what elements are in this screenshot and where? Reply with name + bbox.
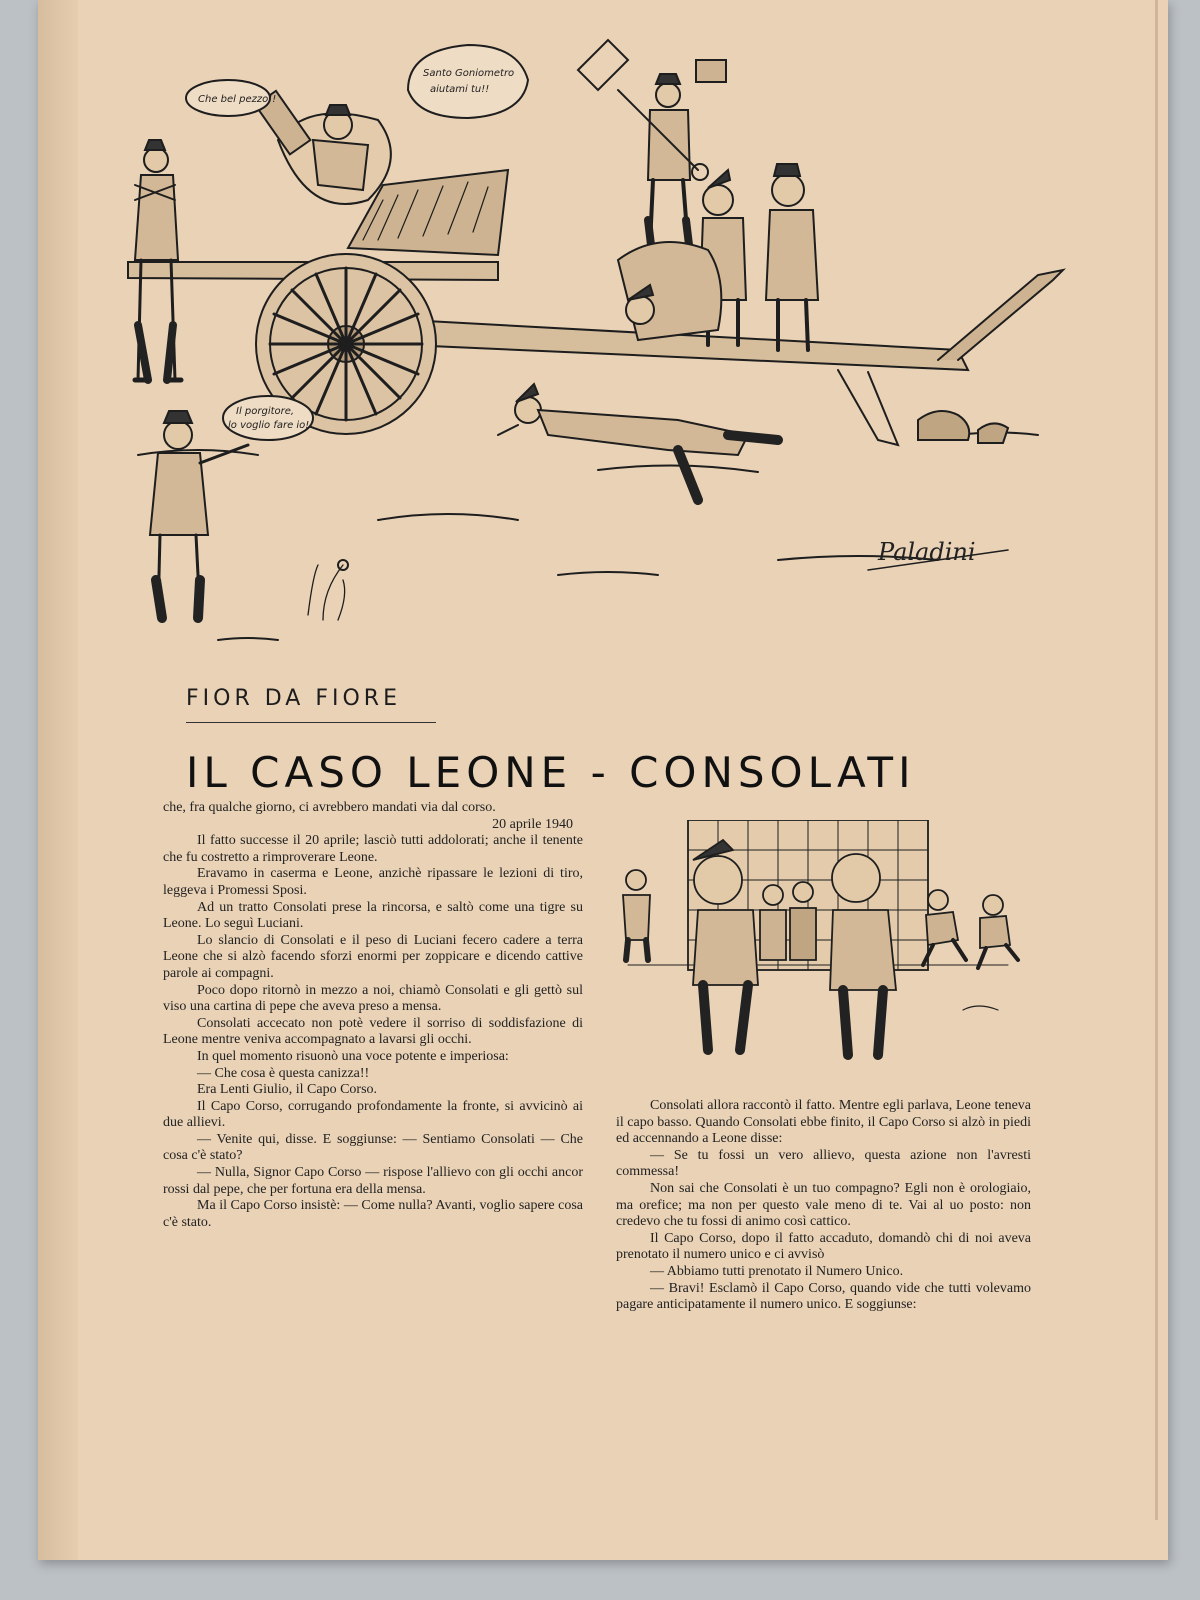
speech-bubble-text: Che bel pezzo!! [198, 94, 277, 105]
speech-bubble-text: Santo Goniometro [423, 68, 515, 79]
article-right-column [616, 1098, 1031, 1314]
paragraph: Lo slancio di Consolati e il peso di Luciani fecero cadere a terra Leone che si alzò facendo sforzi enormi per zoppicare e dicendo cattive parole ai compagni. [163, 932, 583, 981]
article-left-column [163, 800, 583, 1231]
paragraph: Ma il Capo Corso insistè: — Come nulla? Avanti, voglio sapere cosa c'è stato. [163, 1198, 583, 1230]
building-cartoon-illustration [608, 820, 1028, 1080]
paragraph: — Nulla, Signor Capo Corso — rispose l'allievo con gli occhi ancor rossi dal pepe, che per fortuna era della mensa. [163, 1165, 583, 1197]
artist-signature: Paladini [878, 538, 976, 566]
paragraph: Poco dopo ritornò in mezzo a noi, chiamò Consolati e gli gettò sul viso una cartina di pepe che aveva preso a mensa. [163, 982, 583, 1015]
paragraph: — Venite qui, disse. E soggiunse: — Sentiamo Consolati — Che cosa c'è stato? [163, 1131, 583, 1164]
paragraph: Il fatto successe il 20 aprile; lasciò tutti addolorati; anche il tenente che fu costretto a rimproverare Leone. [163, 833, 583, 865]
speech-bubble-text: lo voglio fare io!! [228, 420, 314, 431]
paragraph: — Che cosa è questa canizza!! [197, 1065, 370, 1081]
paragraph: — Se tu fossi un vero allievo, questa azione non l'avresti commessa! [616, 1147, 1031, 1180]
paragraph: — Bravi! Esclamò il Capo Corso, quando vide che tutti volevamo pagare anticipatamente il numero unico. E soggiunse: [616, 1280, 1031, 1313]
article-title: IL CASO LEONE - CONSOLATI [186, 748, 916, 797]
page-edge [38, 0, 78, 1560]
artillery-cartoon-illustration [78, 0, 1078, 660]
dateline: 20 aprile 1940 [492, 816, 573, 832]
paragraph: Il Capo Corso, corrugando profondamente la fronte, si avvicinò ai due allievi. [163, 1098, 583, 1131]
paragraph: Il Capo Corso, dopo il fatto accaduto, domandò chi di noi aveva prenotato il numero unico e ci avvisò [616, 1230, 1031, 1263]
paragraph: — Abbiamo tutti prenotato il Numero Unico. [650, 1263, 904, 1279]
speech-bubble-text: aiutami tu!! [430, 84, 490, 95]
paragraph: Consolati accecato non potè vedere il sorriso di soddisfazione di Leone mentre veniva accompagnato a lavarsi gli occhi. [163, 1015, 583, 1048]
magazine-page [38, 0, 1168, 1560]
page-fold [1155, 0, 1158, 1520]
section-title: FIOR DA FIORE [186, 686, 401, 711]
paragraph: che, fra qualche giorno, ci avrebbero mandati via dal corso. [163, 800, 496, 815]
section-divider [186, 722, 436, 723]
paragraph: Non sai che Consolati è un tuo compagno? Egli non è orologiaio, ma orefice; ma non per questo vale meno di te. Vai al uo posto: non credevo che tu fossi di animo così cattico. [616, 1180, 1031, 1230]
paragraph: Consolati allora raccontò il fatto. Mentre egli parlava, Leone teneva il capo basso. Quando Consolati ebbe finito, il Capo Corso si alzò in piedi ed accennando a Leone disse: [616, 1098, 1031, 1147]
paragraph: Era Lenti Giulio, il Capo Corso. [197, 1082, 378, 1098]
paragraph: In quel momento risuonò una voce potente e imperiosa: [197, 1048, 509, 1064]
paragraph: Ad un tratto Consolati prese la rincorsa, e saltò come una tigre su Leone. Lo seguì Luciani. [163, 899, 583, 932]
speech-bubble-text: Il porgitore, [236, 406, 295, 417]
paragraph: Eravamo in caserma e Leone, anzichè ripassare le lezioni di tiro, leggeva i Promessi Sposi. [163, 866, 583, 898]
